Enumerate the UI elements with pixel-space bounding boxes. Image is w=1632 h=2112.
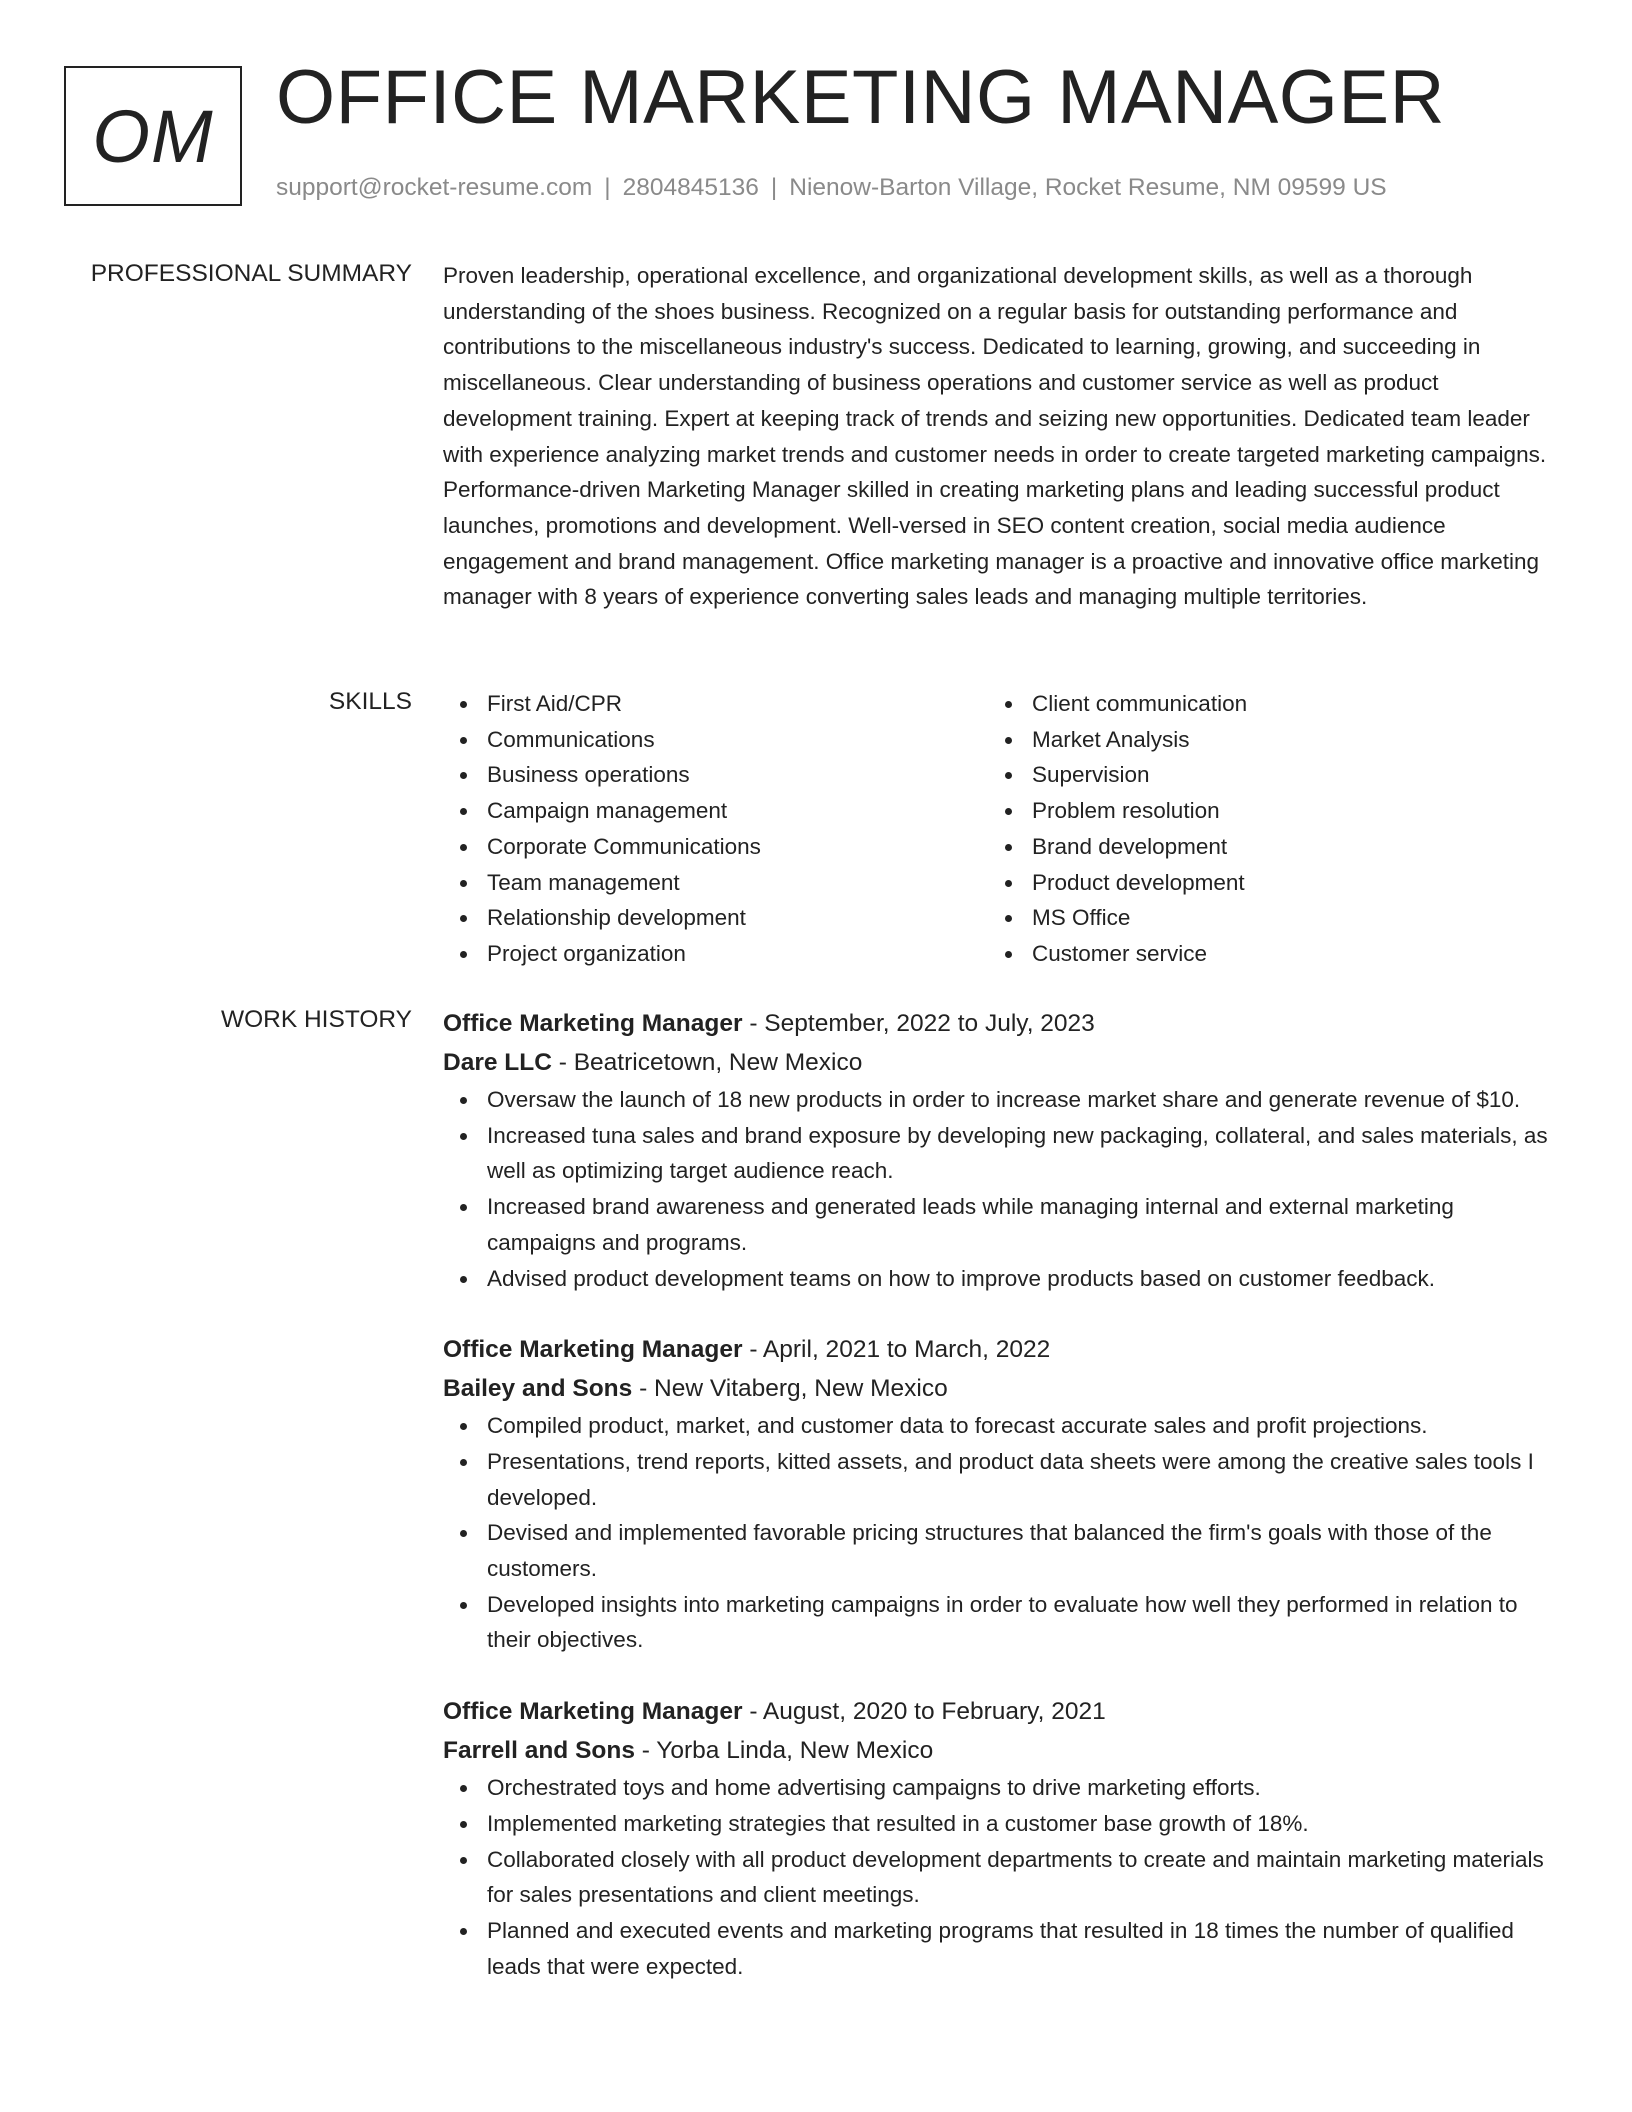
job-company: Farrell and Sons [443,1737,635,1765]
job-bullet: Implemented marketing strategies that resulted in a customer base growth of 18%. [443,1806,1563,1842]
skill-item: Team management [443,865,988,901]
job-bullet: Planned and executed events and marketing programs that resulted in 18 times the number of qualified leads that were expected. [443,1913,1563,1984]
skill-item: Campaign management [443,793,988,829]
summary-text: Proven leadership, operational excellence, and organizational development skills, as well as a thorough understanding of the shoes business. Recognized on a regular basis for outstanding performance and contributions to the miscellaneous industry's success. Dedicated to learning, growing, and succeeding in miscellaneous. Clear understanding of business operations and customer service as well as product development training. Expert at keeping track of trends and seizing new opportunities. Dedicated team leader with experience analyzing market trends and customer needs in order to create targeted marketing campaigns. Performance-driven Marketing Manager skilled in creating marketing plans and leading successful product launches, promotions and development. Well-versed in SEO content creation, social media audience engagement and brand management. Office marketing manager is a proactive and innovative office marketing manager with 8 years of experience converting sales leads and managing multiple territories. [443,263,1547,610]
job-bullet: Advised product development teams on how to improve products based on customer feedback. [443,1261,1563,1297]
skills-list-left [443,686,988,972]
job-role: Office Marketing Manager [443,1010,743,1037]
job-company-line [443,1369,1563,1408]
skill-item: MS Office [988,900,1533,936]
skill-item: Relationship development [443,900,988,936]
job-location: - New Vitaberg, New Mexico [632,1375,948,1403]
skill-item: Brand development [988,829,1533,865]
job-bullet-list [443,1082,1563,1296]
summary-heading: PROFESSIONAL SUMMARY [90,260,412,287]
contact-separator: | [770,174,778,201]
skills-heading: SKILLS [328,688,412,715]
work-history-heading: WORK HISTORY [220,1006,412,1033]
monogram-logo: OM [64,66,242,206]
job-company: Bailey and Sons [443,1375,633,1403]
skill-item: Problem resolution [988,793,1533,829]
contact-separator: | [604,174,611,201]
skill-item: Corporate Communications [443,829,988,865]
job-company-line [443,1731,1563,1770]
job-entry [443,1692,1563,1984]
job-bullet: Orchestrated toys and home advertising campaigns to drive marketing efforts. [443,1770,1563,1806]
skill-item: Business operations [443,757,988,793]
job-dates: - April, 2021 to March, 2022 [742,1336,1051,1364]
skill-item: Communications [443,722,988,758]
job-role: Office Marketing Manager [443,1698,743,1726]
job-entry [443,1330,1563,1658]
job-bullet: Oversaw the launch of 18 new products in order to increase market share and generate revenue of $10. [443,1082,1563,1118]
job-bullet: Collaborated closely with all product development departments to create and maintain marketing materials for sales presentations and client meetings. [443,1842,1563,1913]
skill-item: Product development [988,865,1533,901]
contact-address: Nienow-Barton Village, Rocket Resume, NM 09599 US [789,174,1387,201]
job-bullet: Devised and implemented favorable pricing structures that balanced the firm's goals with those of the customers. [443,1515,1563,1586]
contact-line [276,174,1387,202]
skills-body [443,686,1563,972]
resume-title: OFFICE MARKETING MANAGER [276,55,1445,140]
contact-phone[interactable]: 2804845136 [622,174,759,201]
skill-item: Market Analysis [988,722,1533,758]
job-bullet: Increased tuna sales and brand exposure by developing new packaging, collateral, and sales materials, as well as optimizing target audience reach. [443,1118,1563,1189]
job-entry [443,1004,1563,1296]
job-bullet: Developed insights into marketing campaigns in order to evaluate how well they performed in relation to their objectives. [443,1587,1563,1658]
job-bullet: Compiled product, market, and customer data to forecast accurate sales and profit projections. [443,1408,1563,1444]
job-role-line [443,1692,1563,1731]
skill-item: First Aid/CPR [443,686,988,722]
job-role: Office Marketing Manager [443,1336,743,1364]
job-dates: - August, 2020 to February, 2021 [742,1698,1106,1726]
job-company: Dare LLC [443,1049,552,1076]
job-location: - Beatricetown, New Mexico [551,1049,863,1076]
job-location: - Yorba Linda, New Mexico [634,1737,934,1765]
skill-item: Project organization [443,936,988,972]
job-bullet-list [443,1770,1563,1984]
job-company-line [443,1043,1563,1082]
skill-item: Client communication [988,686,1533,722]
work-history-body [443,1004,1563,2018]
job-role-line [443,1330,1563,1369]
job-dates: - September, 2022 to July, 2023 [742,1010,1095,1037]
skills-list-right [988,686,1533,972]
contact-email[interactable]: support@rocket-resume.com [276,174,593,201]
job-bullet: Increased brand awareness and generated leads while managing internal and external marketing campaigns and programs. [443,1189,1563,1260]
skill-item: Customer service [988,936,1533,972]
job-bullet: Presentations, trend reports, kitted assets, and product data sheets were among the creative sales tools I developed. [443,1444,1563,1515]
job-role-line [443,1004,1563,1043]
skill-item: Supervision [988,757,1533,793]
summary-body [443,258,1563,615]
job-bullet-list [443,1408,1563,1658]
